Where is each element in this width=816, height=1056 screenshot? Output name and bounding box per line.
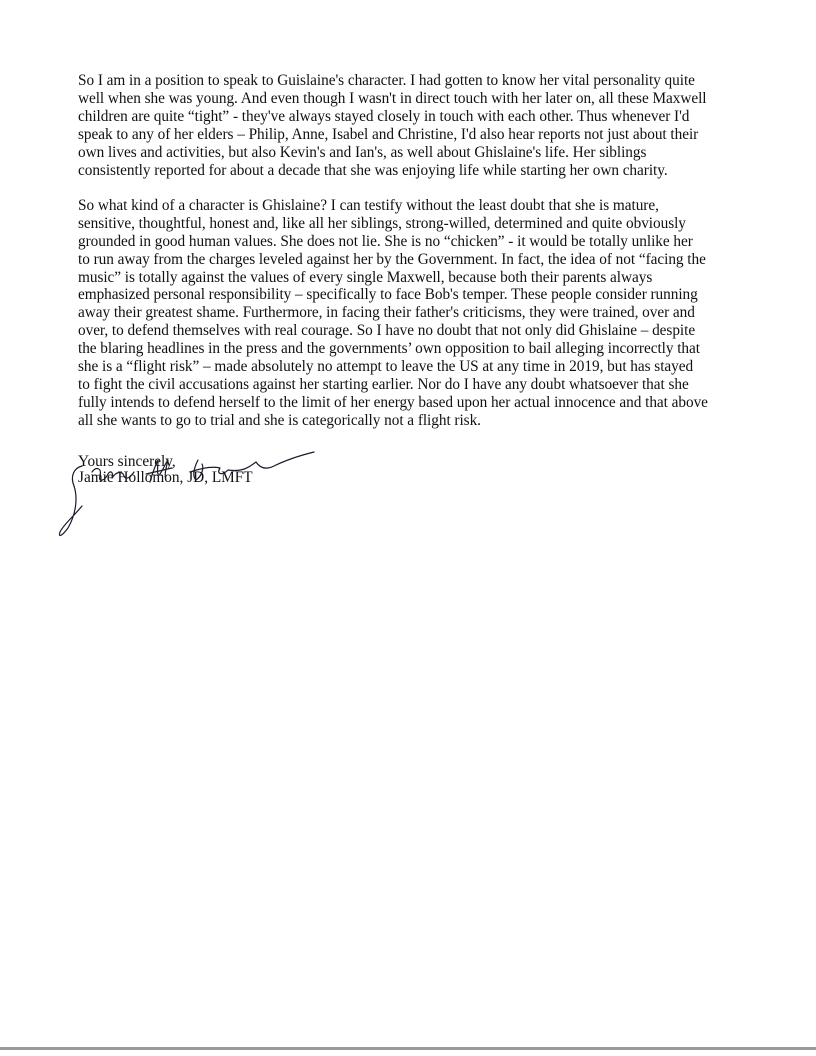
- paragraph-character-background: So I am in a position to speak to Guislaine's character. I had gotten to know her vital personality quite well when she was young. And even though I wasn't in direct touch with her later on, all these Maxwell children are quite “tight” - they've always stayed closely in touch with each other. Thus whenever I'd speak to any of her elders – Philip, Anne, Isabel and Christine, I'd also hear reports not just about their own lives and activities, but also Kevin's and Ian's, as well about Ghislaine's life. Her siblings consistently reported for about a decade that she was enjoying life while starting her own charity.: [78, 72, 707, 179]
- page-bottom-edge: [0, 1047, 816, 1050]
- signer-name: Jamie Hollomon, JD, LMFT: [78, 469, 253, 486]
- letter-body: [78, 72, 744, 447]
- closing-salutation: Yours sincerely,: [78, 453, 176, 470]
- paragraph-character-assessment: So what kind of a character is Ghislaine? I can testify without the least doubt that she is mature, sensitive, thoughtful, honest and, like all her siblings, strong-willed, determined and quite obviously grounded in good human values. She does not lie. She is no “chicken” - it would be totally unlike her to run away from the charges leveled against her by the Government. In fact, the idea of not “facing the music” is totally against the values of every single Maxwell, because both their parents always emphasized personal responsibility – specifically to face Bob's temper. These people consider running away their greatest shame. Furthermore, in facing their father's criticisms, they were trained, over and over, to defend themselves with real courage. So I have no doubt that not only did Ghislaine – despite the blaring headlines in the press and the governments’ own opposition to bail alleging incorrectly that she is a “flight risk” – made absolutely no attempt to leave the US at any time in 2019, but has stayed to fight the civil accusations against her starting earlier. Nor do I have any doubt whatsoever that she fully intends to defend herself to the limit of her energy based upon her actual innocence and that above all she wants to go to trial and she is categorically not a flight risk.: [78, 196, 708, 429]
